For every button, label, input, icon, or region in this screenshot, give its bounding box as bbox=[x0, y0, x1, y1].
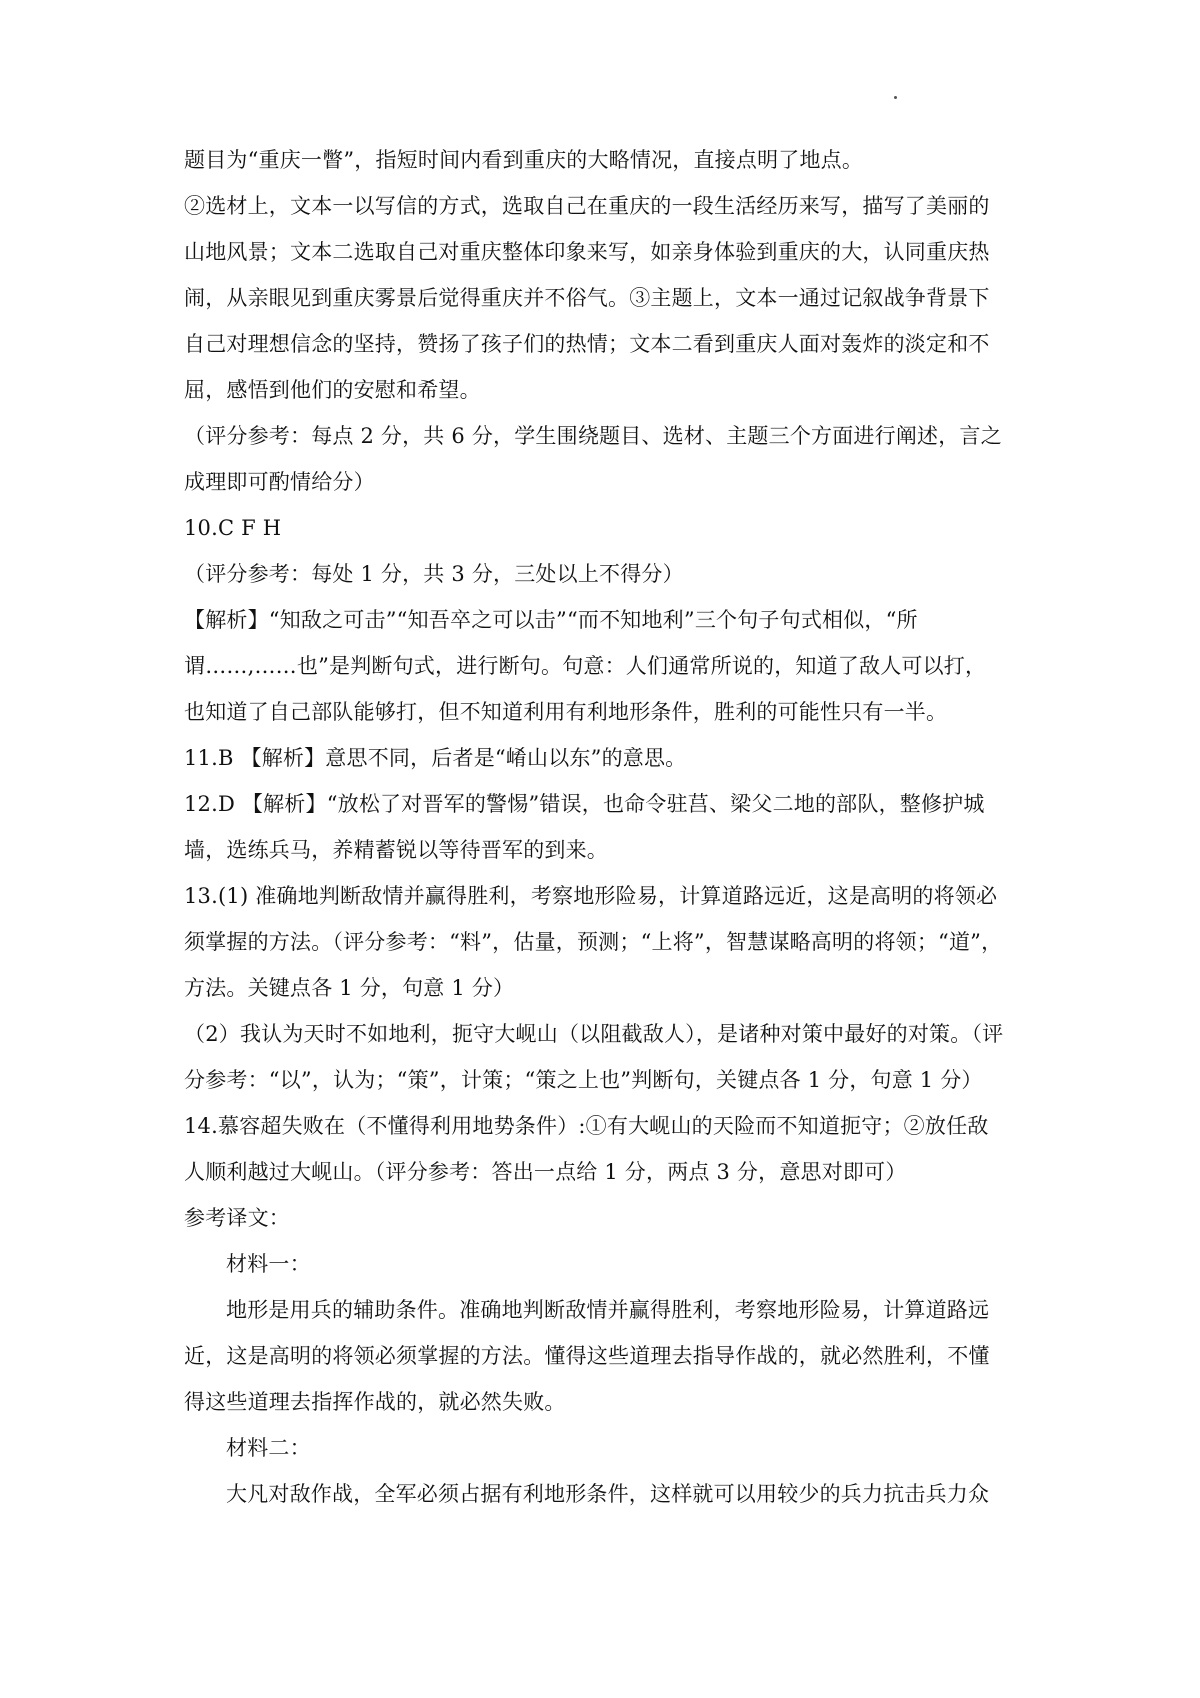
text-line: （评分参考：每点 2 分，共 6 分，学生围绕题目、选材、主题三个方面进行阐述，言之 bbox=[184, 424, 1002, 448]
text-line: 得这些道理去指挥作战的，就必然失败。 bbox=[184, 1390, 566, 1414]
text-line: 【解析】“知敌之可击”“知吾卒之可以击”“而不知地利”三个句子句式相似，“所 bbox=[184, 608, 918, 632]
text-line: 13.(1) 准确地判断敌情并赢得胜利，考察地形险易，计算道路远近，这是高明的将领必 bbox=[184, 884, 998, 908]
text-line: 成理即可酌情给分） bbox=[184, 470, 375, 494]
text-line: 大凡对敌作战，全军必须占据有利地形条件，这样就可以用较少的兵力抗击兵力众 bbox=[226, 1482, 990, 1506]
text-line: （2）我认为天时不如地利，扼守大岘山（以阻截敌人），是诸种对策中最好的对策。（评 bbox=[184, 1022, 1004, 1046]
text-line: 10.C F H bbox=[184, 516, 282, 540]
text-line: 12.D 【解析】“放松了对晋军的警惕”错误，也命令驻莒、梁父二地的部队，整修护城 bbox=[184, 792, 985, 816]
text-line: 自己对理想信念的坚持，赞扬了孩子们的热情；文本二看到重庆人面对轰炸的淡定和不 bbox=[184, 332, 990, 356]
text-line: 题目为“重庆一瞥”，指短时间内看到重庆的大略情况，直接点明了地点。 bbox=[184, 148, 864, 172]
text-line: ②选材上，文本一以写信的方式，选取自己在重庆的一段生活经历来写，描写了美丽的 bbox=[184, 194, 990, 218]
text-line: 人顺利越过大岘山。（评分参考：答出一点给 1 分，两点 3 分，意思对即可） bbox=[184, 1160, 907, 1184]
section-heading: 材料一： bbox=[226, 1252, 311, 1276]
text-line: 山地风景；文本二选取自己对重庆整体印象来写，如亲身体验到重庆的大，认同重庆热 bbox=[184, 240, 990, 264]
text-line: 近，这是高明的将领必须掌握的方法。懂得这些道理去指导作战的，就必然胜利，不懂 bbox=[184, 1344, 990, 1368]
text-line: 11.B 【解析】意思不同，后者是“崤山以东”的意思。 bbox=[184, 746, 687, 770]
text-line: 闹，从亲眼见到重庆雾景后觉得重庆并不俗气。③主题上，文本一通过记叙战争背景下 bbox=[184, 286, 990, 310]
text-line: 墙，选练兵马，养精蓄锐以等待晋军的到来。 bbox=[184, 838, 608, 862]
page-mark bbox=[894, 96, 897, 99]
text-line: 屈，感悟到他们的安慰和希望。 bbox=[184, 378, 481, 402]
text-line: 也知道了自己部队能够打，但不知道利用有利地形条件，胜利的可能性只有一半。 bbox=[184, 700, 948, 724]
text-line: 谓……,……也”是判断句式，进行断句。句意：人们通常所说的，知道了敌人可以打， bbox=[184, 654, 987, 678]
text-line: 14.慕容超失败在（不懂得利用地势条件）:①有大岘山的天险而不知道扼守；②放任敌 bbox=[184, 1114, 989, 1138]
text-line: （评分参考：每处 1 分，共 3 分，三处以上不得分） bbox=[184, 562, 684, 586]
text-line: 地形是用兵的辅助条件。准确地判断敌情并赢得胜利，考察地形险易，计算道路远 bbox=[226, 1298, 990, 1322]
text-line: 方法。关键点各 1 分，句意 1 分） bbox=[184, 976, 515, 1000]
section-heading: 材料二： bbox=[226, 1436, 311, 1460]
text-line: 须掌握的方法。（评分参考：“料”，估量，预测；“上将”，智慧谋略高明的将领；“道”， bbox=[184, 930, 1003, 954]
text-line: 参考译文： bbox=[184, 1206, 290, 1230]
text-line: 分参考：“以”，认为；“策”，计策；“策之上也”判断句，关键点各 1 分，句意 1 分） bbox=[184, 1068, 983, 1092]
